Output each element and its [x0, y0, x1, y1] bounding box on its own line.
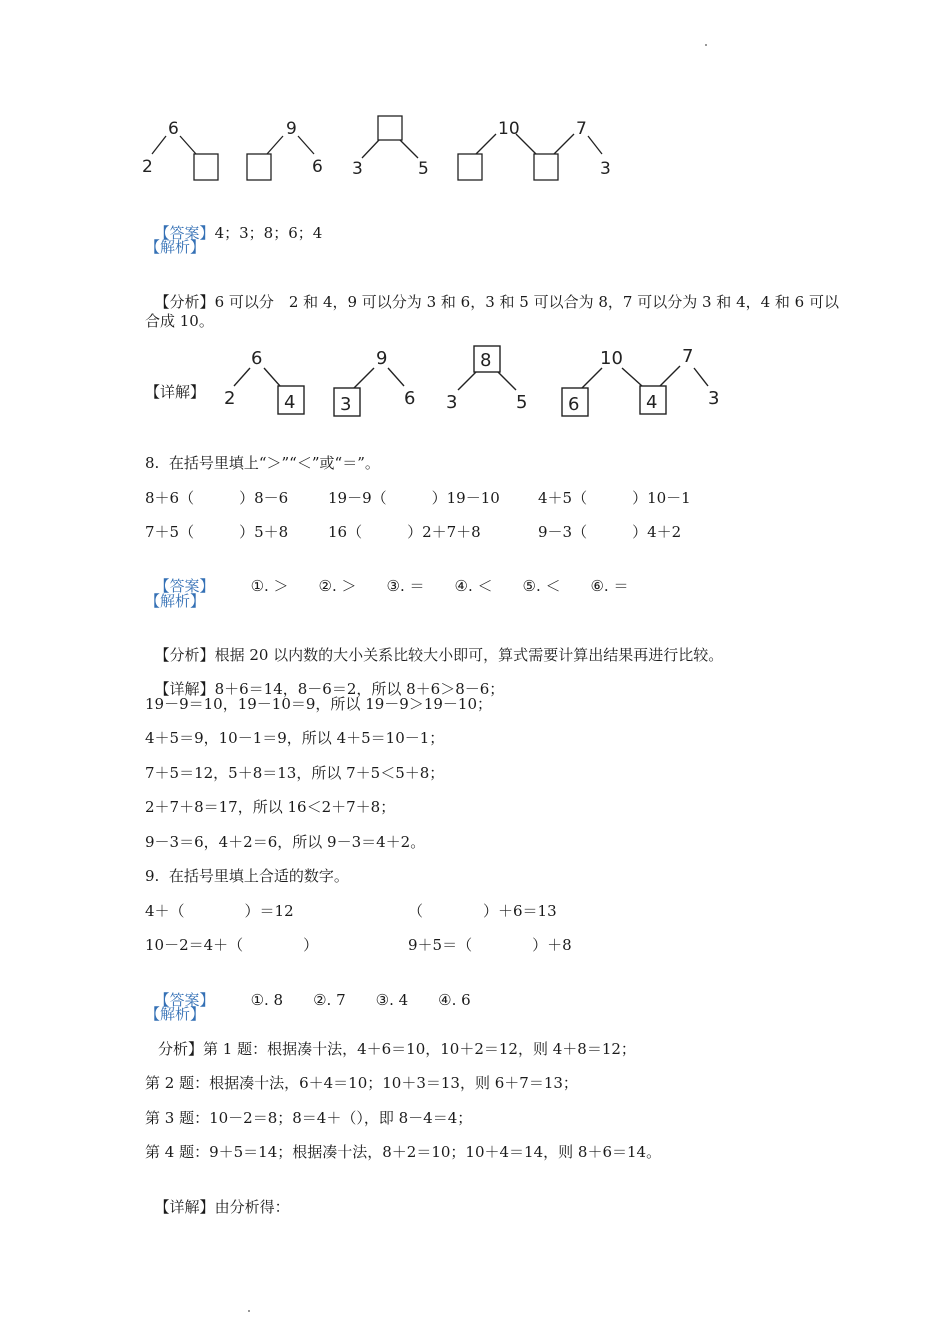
fenxi-text: 根据 20 以内数的大小关系比较大小即可，算式需要计算出结果再进行比较。 [214, 646, 724, 664]
jiexi-tag: 【解析】 [145, 238, 206, 256]
bond-number: 6 [404, 388, 416, 409]
bond-number: 3 [352, 159, 363, 179]
xiangjie-tag: 【详解】 [154, 1198, 215, 1216]
bond-number: 3 [446, 392, 458, 413]
bond-number: 5 [418, 159, 429, 179]
bond-number: 10 [498, 119, 520, 139]
q9-problem: 4＋（ ）＝12 [145, 902, 294, 920]
number-bond-figure-blank [130, 108, 630, 188]
bond-number: 6 [251, 348, 263, 369]
q8-problem: 9－3（ ）4＋2 [538, 523, 682, 541]
fenxi-text-cont: 合成 10。 [145, 312, 214, 330]
q8-title: 8. 在括号里填上“＞”“＜”或“＝”。 [145, 454, 380, 472]
bond-number: 7 [682, 346, 694, 367]
answer-text: 4；3；8；6；4 [214, 224, 323, 242]
detail-line: 4＋5＝9，10－1＝9，所以 4＋5＝10－1； [145, 729, 445, 747]
fenxi-tag: 【分析】 [154, 646, 215, 664]
detail-line: 9－3＝6，4＋2＝6，所以 9－3＝4＋2。 [145, 833, 426, 851]
blank-box[interactable] [247, 154, 271, 180]
bond-answer: 4 [646, 392, 658, 413]
bond-answer: 6 [568, 394, 580, 415]
bond-answer: 8 [480, 350, 492, 371]
fenxi-line: 第 4 题：9＋5＝14；根据凑十法，8＋2＝10；10＋4＝14，则 8＋6＝14。 [145, 1143, 662, 1161]
fenxi-line: 第 3 题：10－2＝8；8＝4＋（），即 8－4＝4； [145, 1109, 473, 1127]
bond-number: 6 [312, 157, 323, 177]
scan-speck [705, 44, 707, 46]
bond-answer: 4 [284, 392, 296, 413]
fenxi-line: 分析】第 1 题：根据凑十法，4＋6＝10，10＋2＝12，则 4＋8＝12； [158, 1040, 636, 1058]
bond-number: 6 [168, 119, 179, 139]
bond-number: 2 [142, 157, 153, 177]
blank-box[interactable] [378, 116, 402, 140]
q8-problem: 19－9（ ）19－10 [328, 489, 500, 507]
answer-tag: 【答案】 [154, 577, 215, 595]
bond-number: 2 [224, 388, 236, 409]
bond-number: 5 [516, 392, 528, 413]
detail-line: 8＋6＝14，8－6＝2，所以 8＋6＞8－6； [214, 680, 505, 698]
fenxi-tag: 【分析】 [154, 293, 215, 311]
jiexi-tag: 【解析】 [145, 1005, 206, 1023]
bond-number: 9 [286, 119, 297, 139]
blank-box[interactable] [194, 154, 218, 180]
number-bond-figure-filled [220, 342, 740, 422]
blank-box[interactable] [458, 154, 482, 180]
q8-problem: 16（ ）2＋7＋8 [328, 523, 481, 541]
q8-problem: 7＋5（ ）5＋8 [145, 523, 289, 541]
detail-line: 2＋7＋8＝17，所以 16＜2＋7＋8； [145, 798, 396, 816]
q8-problem: 4＋5（ ）10－1 [538, 489, 691, 507]
bond-number: 3 [708, 388, 720, 409]
answer-text: ①. 8 ②. 7 ③. 4 ④. 6 [250, 991, 471, 1009]
detail-line: 7＋5＝12，5＋8＝13，所以 7＋5＜5＋8； [145, 764, 445, 782]
fenxi-text: 6 可以分 2 和 4，9 可以分为 3 和 6，3 和 5 可以合为 8，7 可以分为 3 和 4，4 和 6 可以 [214, 293, 839, 311]
xiangjie-tag: 【详解】 [145, 383, 206, 401]
xiangjie-text: 由分析得： [214, 1198, 290, 1216]
q9-problem: 10－2＝4＋（ ） [145, 936, 319, 954]
bond-number: 3 [600, 159, 611, 179]
detail-line: 19－9＝10，19－10＝9，所以 19－9＞19－10； [145, 695, 493, 713]
q8-problem: 8＋6（ ）8－6 [145, 489, 289, 507]
answer-text: ①. ＞ ②. ＞ ③. ＝ ④. ＜ ⑤. ＜ ⑥. ＝ [250, 577, 629, 595]
blank-box[interactable] [534, 154, 558, 180]
bond-number: 7 [576, 119, 587, 139]
bond-number: 9 [376, 348, 388, 369]
answer-tag: 【答案】 [154, 224, 215, 242]
q9-title: 9. 在括号里填上合适的数字。 [145, 867, 349, 885]
fenxi-line: 第 2 题：根据凑十法，6＋4＝10；10＋3＝13，则 6＋7＝13； [145, 1074, 578, 1092]
bond-answer: 3 [340, 394, 352, 415]
jiexi-tag: 【解析】 [145, 592, 206, 610]
bond-number: 10 [600, 348, 623, 369]
scan-speck [248, 1310, 250, 1312]
q9-problem: 9＋5＝（ ）＋8 [408, 936, 572, 954]
q9-problem: （ ）＋6＝13 [408, 902, 557, 920]
xiangjie-tag: 【详解】 [154, 680, 215, 698]
answer-tag: 【答案】 [154, 991, 215, 1009]
